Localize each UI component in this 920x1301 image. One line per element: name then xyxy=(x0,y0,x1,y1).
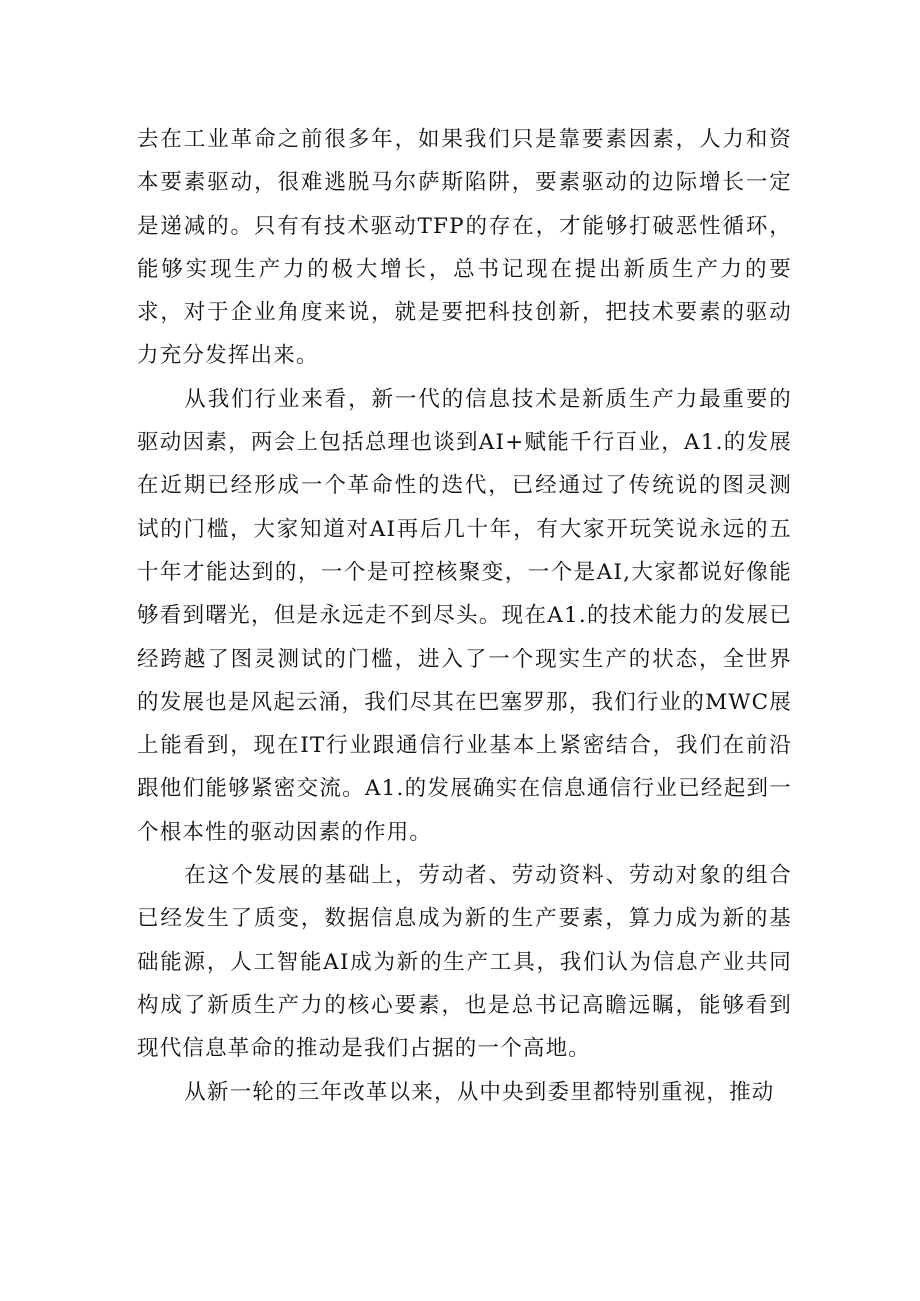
paragraph-3: 在这个发展的基础上，劳动者、劳动资料、劳动对象的组合已经发生了质变，数据信息成为新的生产要素，算力成为新的基础能源，人工智能AI成为新的生产工具，我们认为信息产业共同构成了新质生产力的核心要素，也是总书记高瞻远瞩，能够看到现代信息革命的推动是我们占据的一个高地。 xyxy=(137,863,792,1062)
document-body xyxy=(137,118,792,1114)
paragraph-2: 从我们行业来看，新一代的信息技术是新质生产力最重要的驱动因素，两会上包括总理也谈到AI+赋能千行百业，A1.的发展在近期已经形成一个革命性的迭代，已经通过了传统说的图灵测试的门槛，大家知道对AI再后几十年，有大家开玩笑说永远的五十年才能达到的，一个是可控核聚变，一个是AI,大家都说好像能够看到曙光，但是永远走不到尽头。现在A1.的技术能力的发展已经跨越了图灵测试的门槛，进入了一个现实生产的状态，全世界的发展也是风起云涌，我们尽其在巴塞罗那，我们行业的MWC展上能看到，现在IT行业跟通信行业基本上紧密结合，我们在前沿跟他们能够紧密交流。A1.的发展确实在信息通信行业已经起到一个根本性的驱动因素的作用。 xyxy=(137,386,792,845)
paragraph-4: 从新一轮的三年改革以来，从中央到委里都特别重视，推动 xyxy=(184,1079,775,1105)
paragraph-1: 去在工业革命之前很多年，如果我们只是靠要素因素，人力和资本要素驱动，很难逃脱马尔萨斯陷阱，要素驱动的边际增长一定是递减的。只有有技术驱动TFP的存在，才能够打破恶性循环，能够实现生产力的极大增长，总书记现在提出新质生产力的要求，对于企业角度来说，就是要把科技创新，把技术要素的驱动力充分发挥出来。 xyxy=(137,127,792,369)
